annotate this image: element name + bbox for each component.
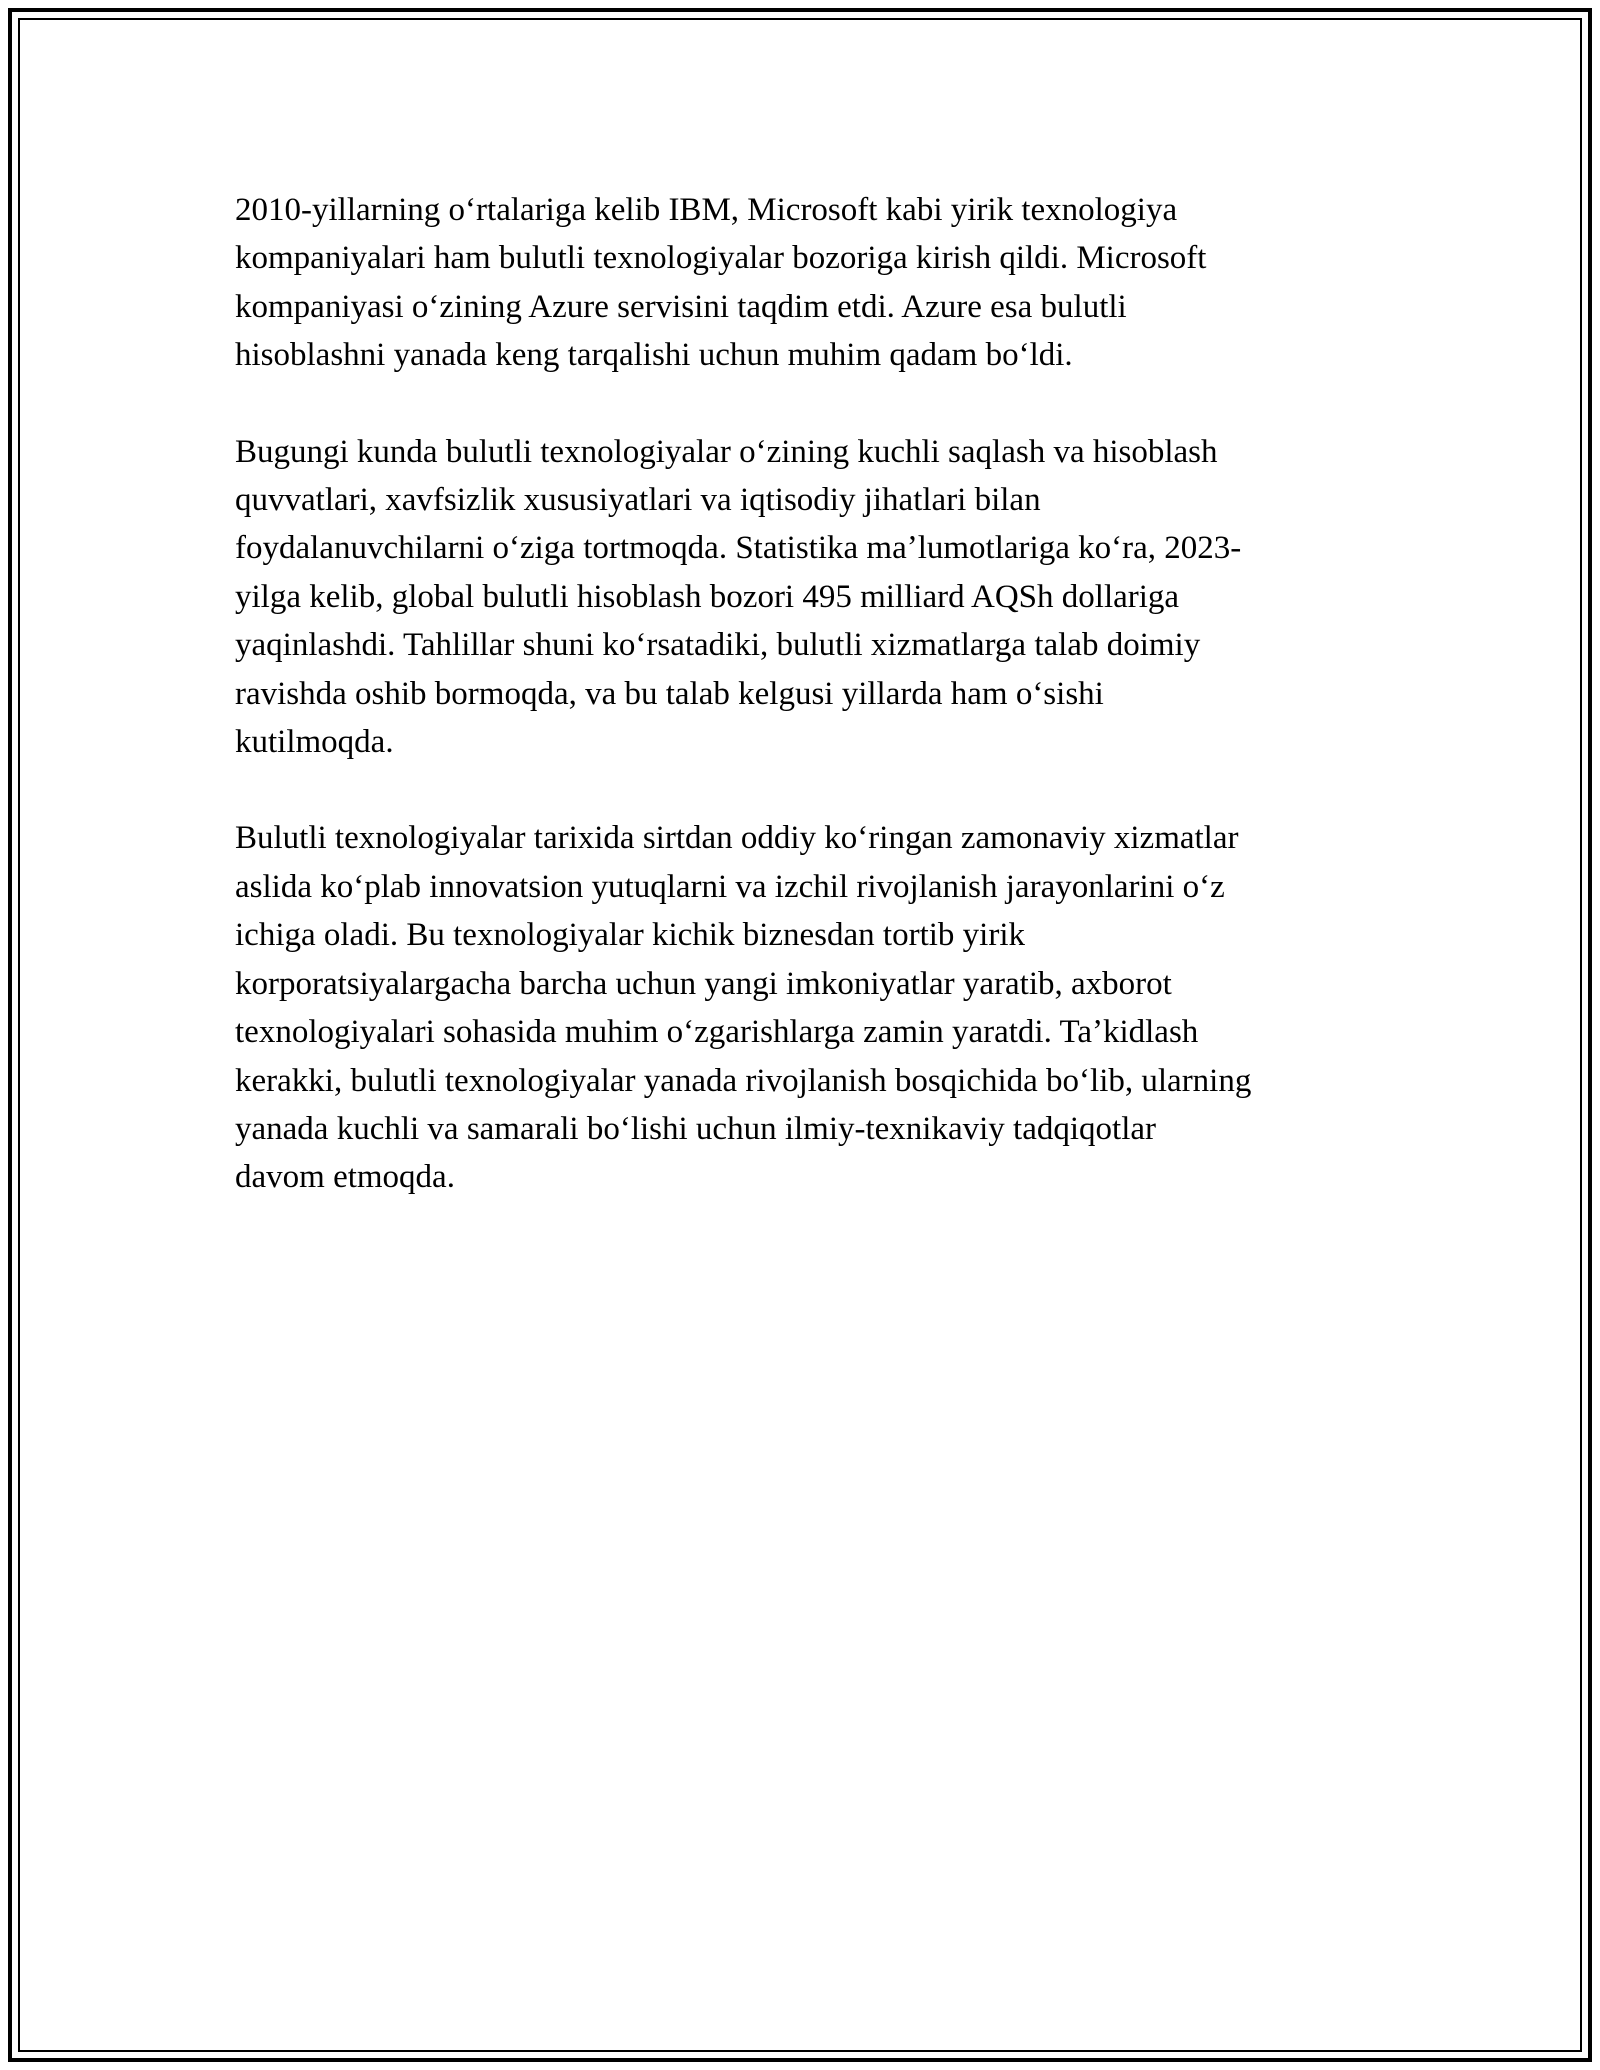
paragraph-market-statistics: Bugungi kunda bulutli texnologiyalar oʻzining kuchli saqlash va hisoblash quvvatlari, xavfsizlik xususiyatlari va iqtisodiy jihatlari bilan foydalanuvchilarni oʻziga tortmoqda. Statistika maʼlumotlariga koʻra, 2023- yilga kelib, global bulutli hisoblash bozori 495 milliard AQSh dollariga yaqinlashdi. Tahlillar shuni koʻrsatadiki, bulutli xizmatlarga talab doimiy ravishda oshib bormoqda, va bu talab kelgusi yillarda ham oʻsishi kutilmoqda. [235, 433, 1242, 761]
document-body [235, 186, 1375, 1250]
paragraph-azure-history: 2010-yillarning oʻrtalariga kelib IBM, Microsoft kabi yirik texnologiya kompaniyalari ham bulutli texnologiyalar bozoriga kirish qildi. Microsoft kompaniyasi oʻzining Azure servisini taqdim etdi. Azure esa bulutli hisoblashni yanada keng tarqalishi uchun muhim qadam boʻldi. [235, 192, 1207, 374]
paragraph-innovation-summary: Bulutli texnologiyalar tarixida sirtdan oddiy koʻringan zamonaviy xizmatlar aslida koʻplab innovatsion yutuqlarni va izchil rivojlanish jarayonlarini oʻz ichiga oladi. Bu texnologiyalar kichik biznesdan tortib yirik korporatsiyalargacha barcha uchun yangi imkoniyatlar yaratib, axborot texnologiyalari sohasida muhim oʻzgarishlarga zamin yaratdi. Taʼkidlash kerakki, bulutli texnologiyalar yanada rivojlanish bosqichida boʻlib, ularning yanada kuchli va samarali boʻlishi uchun ilmiy-texnikaviy tadqiqotlar davom etmoqda. [235, 820, 1252, 1196]
